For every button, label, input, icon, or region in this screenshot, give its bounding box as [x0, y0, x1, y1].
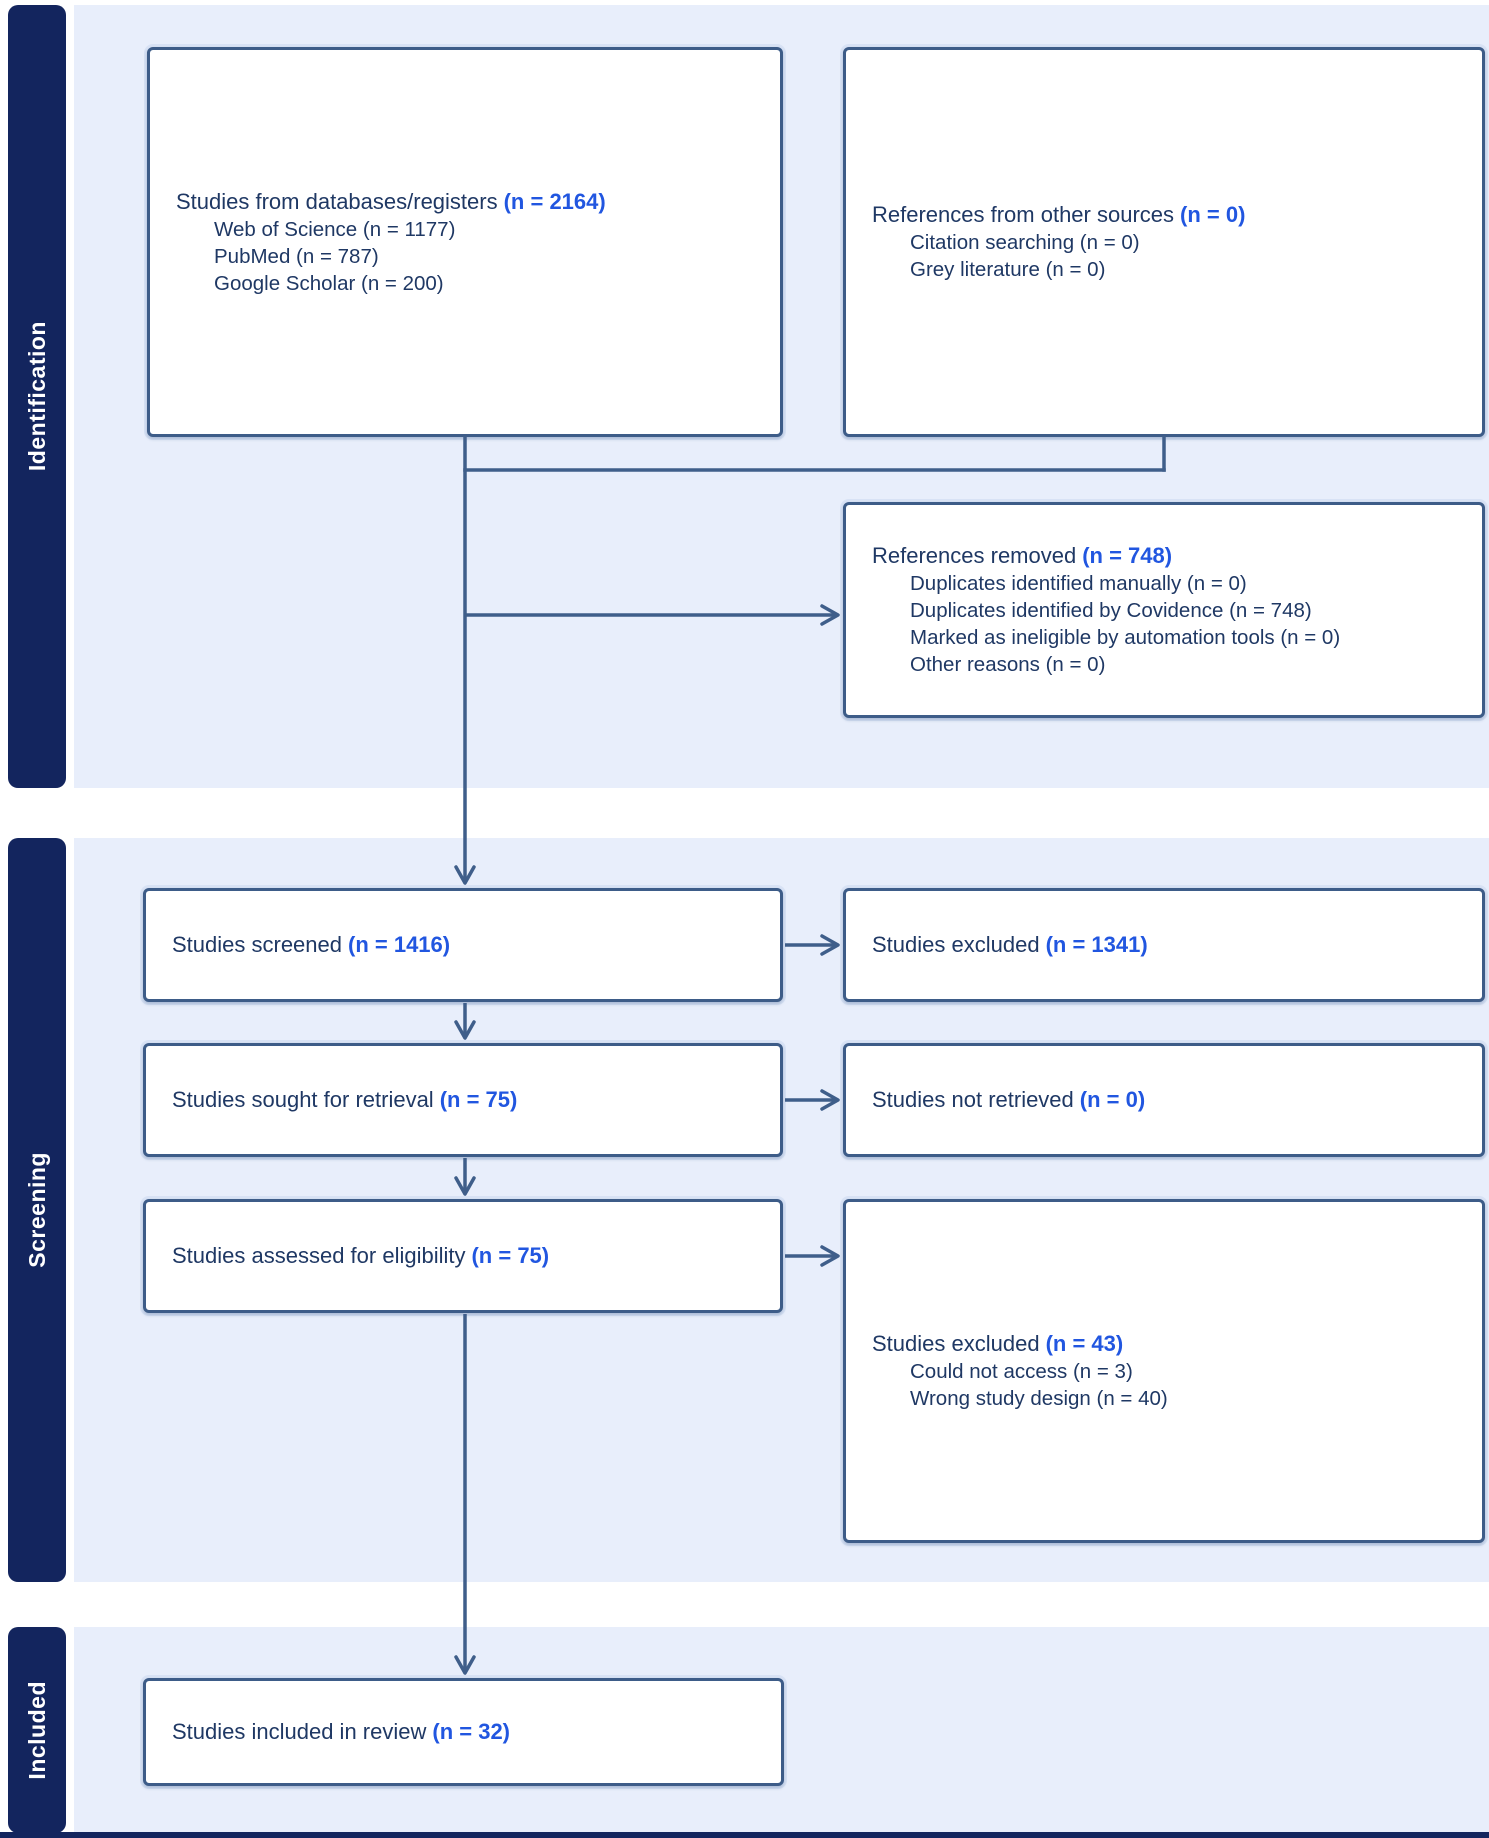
sidebar-screening: [8, 838, 66, 1582]
box-subitem: Marked as ineligible by automation tools (n = 0): [910, 626, 1341, 649]
count-badge: (n = 2164): [503, 188, 606, 214]
box-title: Studies from databases/registers (n = 2164): [176, 188, 606, 214]
box-title: Studies included in review (n = 32): [172, 1719, 511, 1744]
bottom-edge-strip: [0, 1832, 1489, 1838]
box-subitems: [872, 229, 1464, 283]
box-title: Studies excluded (n = 1341): [872, 932, 1148, 957]
box-subitem: Other reasons (n = 0): [910, 653, 1106, 676]
count-badge: (n = 43): [1045, 1331, 1124, 1356]
box-studies-screened: [143, 888, 783, 1002]
sidebar-label-identification: Identification: [23, 321, 50, 472]
box-references-other-sources: [843, 47, 1485, 437]
box-title: Studies not retrieved (n = 0): [872, 1087, 1146, 1112]
box-studies-sought-retrieval: [143, 1043, 783, 1157]
box-studies-excluded-screening: [843, 888, 1485, 1002]
sidebar-included: [8, 1627, 66, 1833]
box-subitem: Google Scholar (n = 200): [214, 271, 444, 295]
box-subitem: Wrong study design (n = 40): [910, 1387, 1168, 1410]
box-title: References removed (n = 748): [872, 543, 1173, 568]
count-badge: (n = 75): [471, 1243, 550, 1268]
count-badge: (n = 0): [1180, 202, 1246, 227]
count-badge: (n = 75): [439, 1087, 518, 1112]
box-title: Studies excluded (n = 43): [872, 1331, 1124, 1356]
box-studies-included-review: [143, 1678, 784, 1786]
box-subitems: [176, 216, 762, 297]
box-subitem: Duplicates identified by Covidence (n = 748): [910, 599, 1312, 622]
box-studies-not-retrieved: [843, 1043, 1485, 1157]
box-subitem: Grey literature (n = 0): [910, 258, 1106, 281]
box-title: References from other sources (n = 0): [872, 202, 1246, 227]
count-badge: (n = 32): [432, 1719, 511, 1744]
count-badge: (n = 748): [1082, 543, 1173, 568]
box-references-removed: [843, 502, 1485, 718]
box-title: Studies assessed for eligibility (n = 75): [172, 1243, 550, 1268]
box-studies-excluded-eligibility: [843, 1199, 1485, 1543]
box-subitem: Citation searching (n = 0): [910, 231, 1140, 254]
sidebar-label-included: Included: [23, 1680, 50, 1780]
count-badge: (n = 0): [1079, 1087, 1146, 1112]
box-studies-assessed-eligibility: [143, 1199, 783, 1313]
box-subitems: [872, 570, 1464, 678]
sidebar-label-screening: Screening: [23, 1152, 50, 1268]
box-subitem: Duplicates identified manually (n = 0): [910, 572, 1247, 595]
box-subitem: Web of Science (n = 1177): [214, 217, 456, 241]
count-badge: (n = 1416): [348, 932, 451, 957]
box-subitem: Could not access (n = 3): [910, 1360, 1133, 1383]
box-studies-from-databases: [147, 47, 783, 437]
box-title: Studies sought for retrieval (n = 75): [172, 1087, 518, 1112]
sidebar-identification: [8, 5, 66, 788]
box-subitems: [872, 1358, 1464, 1412]
box-subitem: PubMed (n = 787): [214, 244, 379, 268]
count-badge: (n = 1341): [1045, 932, 1148, 957]
box-title: Studies screened (n = 1416): [172, 932, 451, 957]
